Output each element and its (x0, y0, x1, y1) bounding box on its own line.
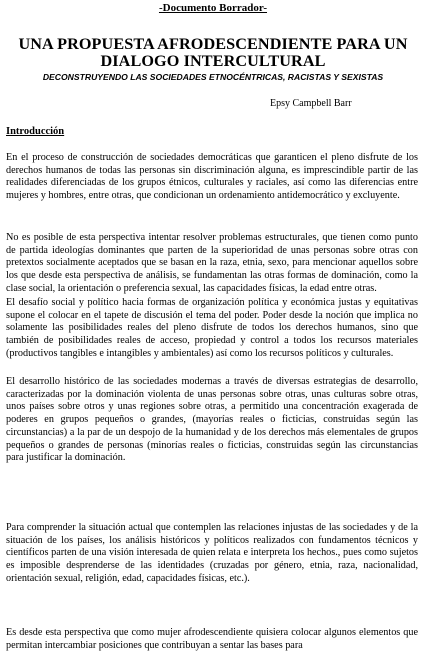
title-line-1: UNA PROPUESTA AFRODESCENDIENTE PARA UN (18, 35, 408, 53)
document-subtitle: DECONSTRUYENDO LAS SOCIEDADES ETNOCÉNTRICAS, RACISTAS Y SEXISTAS (42, 72, 384, 82)
author-name: Epsy Campbell Barr (270, 98, 352, 109)
paragraph: No es posible de esta perspectiva intentar resolver problemas estructurales, que tienen como punto de partida ideologías dominantes que parten de la superioridad de unas personas sobre otras con pretextos socialmente aceptados que se basan en la raza, etnia, sexo, para mencionar aquellos sobre los que desde esta perspectiva de análisis, se fundamentan las otras formas de dominación, como la clase social, la orientación o preferencia sexual, las capacidades físicas, la edad entre otras. (6, 232, 418, 294)
draft-label: -Documento Borrador- (158, 2, 268, 14)
paragraph: Es desde esta perspectiva que como mujer afrodescendiente quisiera colocar algunos elementos que permitan intercambiar posiciones que contribuyan a sentar las bases para (6, 627, 418, 651)
paragraph: El desarrollo histórico de las sociedades modernas a través de diversas estrategias de desarrollo, caracterizadas por la dominación violenta de unas personas sobre otras, unas culturas sobre otras, unos países sobre otros y unas regiones sobre otras, a permitido una concentración exagerada de poderes en grupos pequeños o grandes, (mayorías reales o ficticias, construidas según las circunstancias) a la par de un despojo de la humanidad y de los derechos más elementales de grupos pequeños o grandes de personas (minorías reales o ficticias, construidas según las circunstancias para justificar la dominación. (6, 376, 418, 464)
document-title (8, 36, 418, 70)
paragraph: En el proceso de construcción de sociedades democráticas que garanticen el pleno disfrute de los derechos humanos de todas las personas sin discriminación alguna, es imprescindible partir de las realidades diferenciadas de los grupos étnicos, culturales y raciales, así como las diferencias entre mujeres y hombres, entre otras, que condicionan un ordenamiento antidemocrático y excluyente. (6, 152, 418, 202)
section-heading: Introducción (6, 126, 65, 137)
paragraph: El desafío social y político hacia formas de organización política y económica justas y equitativas supone el colocar en el tapete de discusión el tema del poder. Poder desde la noción que implica no solamente las posibilidades reales del pleno disfrute de todos los derechos humanos, sino que también de posibilidades reales de acceso, propiedad y control a todos los recursos materiales (productivos tangibles e intangibles y ambientales) así como los recursos políticos y culturales. (6, 297, 418, 359)
paragraph: Para comprender la situación actual que contemplen las relaciones injustas de las sociedades y de la situación de los países, los análisis históricos y políticos realizados con fundamentos técnicos y científicos parten de una visión interesada de quien relata e interpreta los hechos., pues como sujetos es imposible desprenderse de las identidades (cruzadas por género, etnia, raza, nacionalidad, orientación sexual, religión, edad, capacidades físicas, etc.). (6, 522, 418, 584)
title-line-2: DIALOGO INTERCULTURAL (100, 52, 326, 70)
